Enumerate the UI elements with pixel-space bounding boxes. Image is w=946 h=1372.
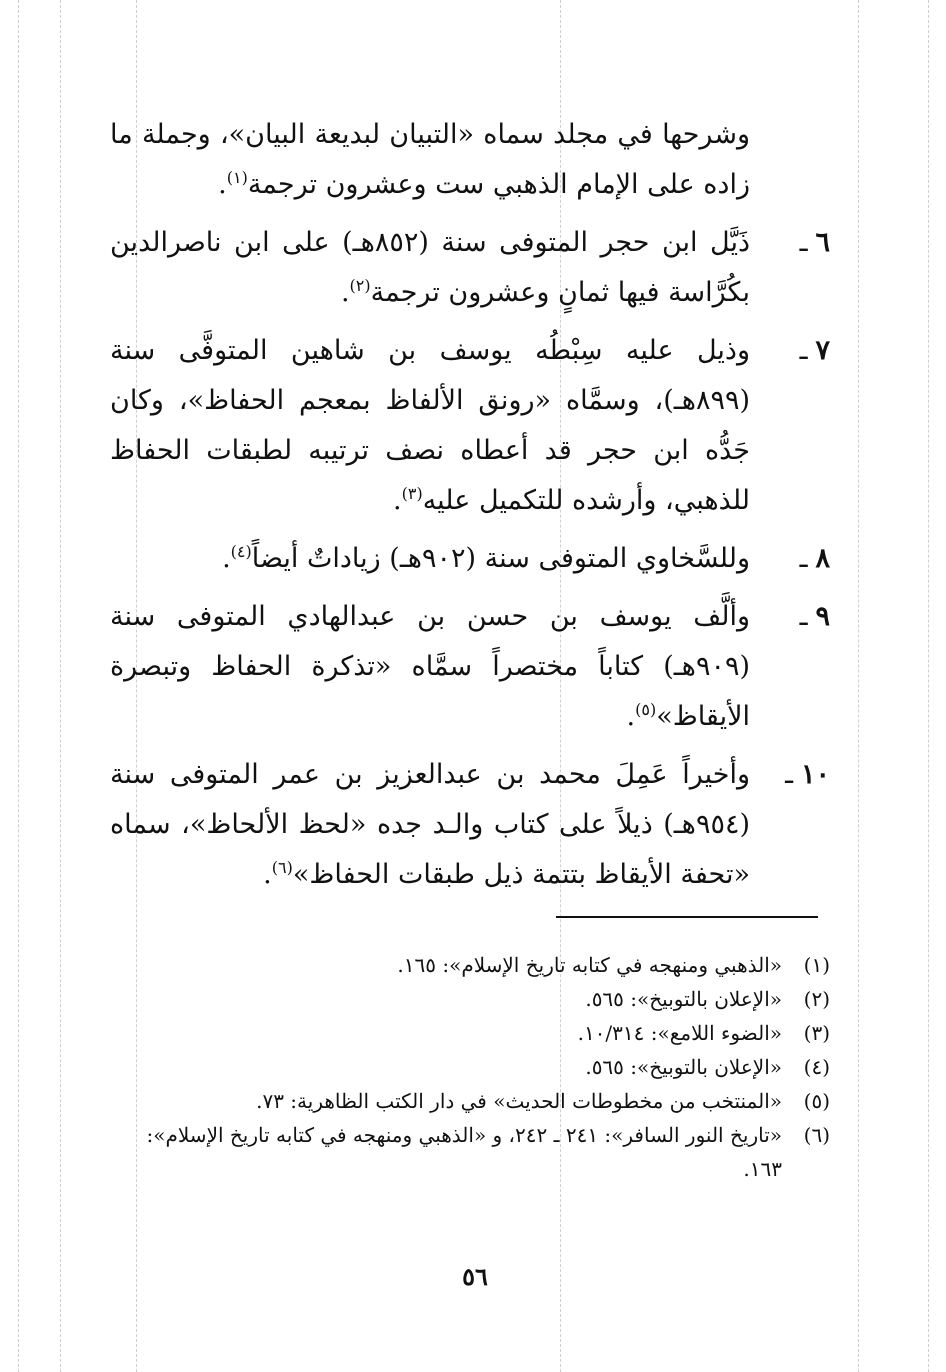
item-number: ٩ـ	[799, 601, 830, 632]
list-item: ٦ـ ذَيَّل ابن حجر المتوفى سنة (٨٥٢هـ) على ابن ناصرالدين بكُرَّاسة فيها ثمانٍ وعشرون ترجمة$^{(٢)}$.	[110, 218, 830, 318]
scan-guide-line	[18, 0, 19, 1372]
footnote: (١) «الذهبي ومنهجه في كتابه تاريخ الإسلام»: ١٦٥.	[397, 953, 830, 977]
list-item: ٨ـ وللسَّخاوي المتوفى سنة (٩٠٢هـ) زياداتٌ أيضاً$^{(٤)}$.	[110, 534, 830, 584]
item-number: ١٠ـ	[785, 759, 830, 790]
footnote: (٤) «الإعلان بالتوبيخ»: ٥٦٥.	[585, 1055, 830, 1079]
item-text: وأخيراً عَمِلَ محمد بن عبدالعزيز بن عمر المتوفى سنة (٩٥٤هـ) ذيلاً على كتاب والـد جده «لحظ الألحاظ»، سماه «تحفة الأيقاظ بتتمة ذيل طبقات الحفاظ»	[110, 759, 750, 890]
footnote-ref: (٥)	[635, 700, 657, 719]
item-text: وذيل عليه سِبْطُه يوسف بن شاهين المتوفَّى سنة (٨٩٩هـ)، وسمَّاه «رونق الألفاظ بمعجم الحفاظ»، وكان جَدُّه ابن حجر قد أعطاه نصف ترتيبه لطبقات الحفاظ للذهبي، وأرشده للتكميل عليه	[110, 335, 750, 516]
main-text	[110, 110, 830, 908]
footnote: (٦) «تاريخ النور السافر»: ٢٤١ ـ ٢٤٢، و «الذهبي ومنهجه في كتابه تاريخ الإسلام»: ١٦٣.	[146, 1123, 830, 1181]
list-item: ٧ـ وذيل عليه سِبْطُه يوسف بن شاهين المتوفَّى سنة (٨٩٩هـ)، وسمَّاه «رونق الألفاظ بمعجم الحفاظ»، وكان جَدُّه ابن حجر قد أعطاه نصف ترتيبه لطبقات الحفاظ للذهبي، وأرشده للتكميل عليه$^{(٣)}$.	[110, 326, 830, 526]
intro-paragraph: وشرحها في مجلد سماه «التبيان لبديعة البيان»، وجملة ما زاده على الإمام الذهبي ست وعشرون ترجمة$^{(١)}$.	[110, 119, 750, 200]
item-number: ٦ـ	[799, 227, 830, 258]
page-number: ٥٦	[462, 1262, 488, 1291]
intro-text: وشرحها في مجلد سماه «التبيان لبديعة البيان»، وجملة ما زاده على الإمام الذهبي ست وعشرون ترجمة	[110, 119, 750, 200]
footnote-ref: (٢)	[349, 276, 371, 295]
item-number: ٧ـ	[799, 335, 830, 366]
item-text: ذَيَّل ابن حجر المتوفى سنة (٨٥٢هـ) على ابن ناصرالدين بكُرَّاسة فيها ثمانٍ وعشرون ترجمة	[110, 227, 751, 308]
item-text: وألَّف يوسف بن حسن بن عبدالهادي المتوفى سنة (٩٠٩هـ) كتاباً مختصراً سمَّاه «تذكرة الحفاظ وتبصرة الأيقاظ»	[110, 601, 750, 732]
scan-guide-line	[858, 0, 859, 1372]
list-item: ٩ـ وألَّف يوسف بن حسن بن عبدالهادي المتوفى سنة (٩٠٩هـ) كتاباً مختصراً سمَّاه «تذكرة الحفاظ وتبصرة الأيقاظ»$^{(٥)}$.	[110, 592, 830, 742]
footnote: (٣) «الضوء اللامع»: ١٠/٣١٤.	[577, 1021, 830, 1045]
item-text: وللسَّخاوي المتوفى سنة (٩٠٢هـ) زياداتٌ أيضاً	[251, 543, 750, 574]
scan-guide-line	[60, 0, 61, 1372]
footnote-ref: (٣)	[401, 484, 423, 503]
footnote: (٢) «الإعلان بالتوبيخ»: ٥٦٥.	[585, 987, 830, 1011]
footnote-ref: (٤)	[230, 542, 252, 561]
scan-guide-line	[928, 0, 929, 1372]
item-number: ٨ـ	[799, 543, 830, 574]
footnote-separator	[556, 916, 818, 918]
footnote: (٥) «المنتخب من مخطوطات الحديث» في دار الكتب الظاهرية: ٧٣.	[256, 1089, 830, 1113]
footnote-ref: (٦)	[271, 858, 293, 877]
list-item: ١٠ـ وأخيراً عَمِلَ محمد بن عبدالعزيز بن عمر المتوفى سنة (٩٥٤هـ) ذيلاً على كتاب والـد جده «لحظ الألحاظ»، سماه «تحفة الأيقاظ بتتمة ذيل طبقات الحفاظ»$^{(٦)}$.	[110, 750, 830, 900]
footnotes	[110, 948, 830, 1186]
footnote-ref: (١)	[226, 168, 248, 187]
